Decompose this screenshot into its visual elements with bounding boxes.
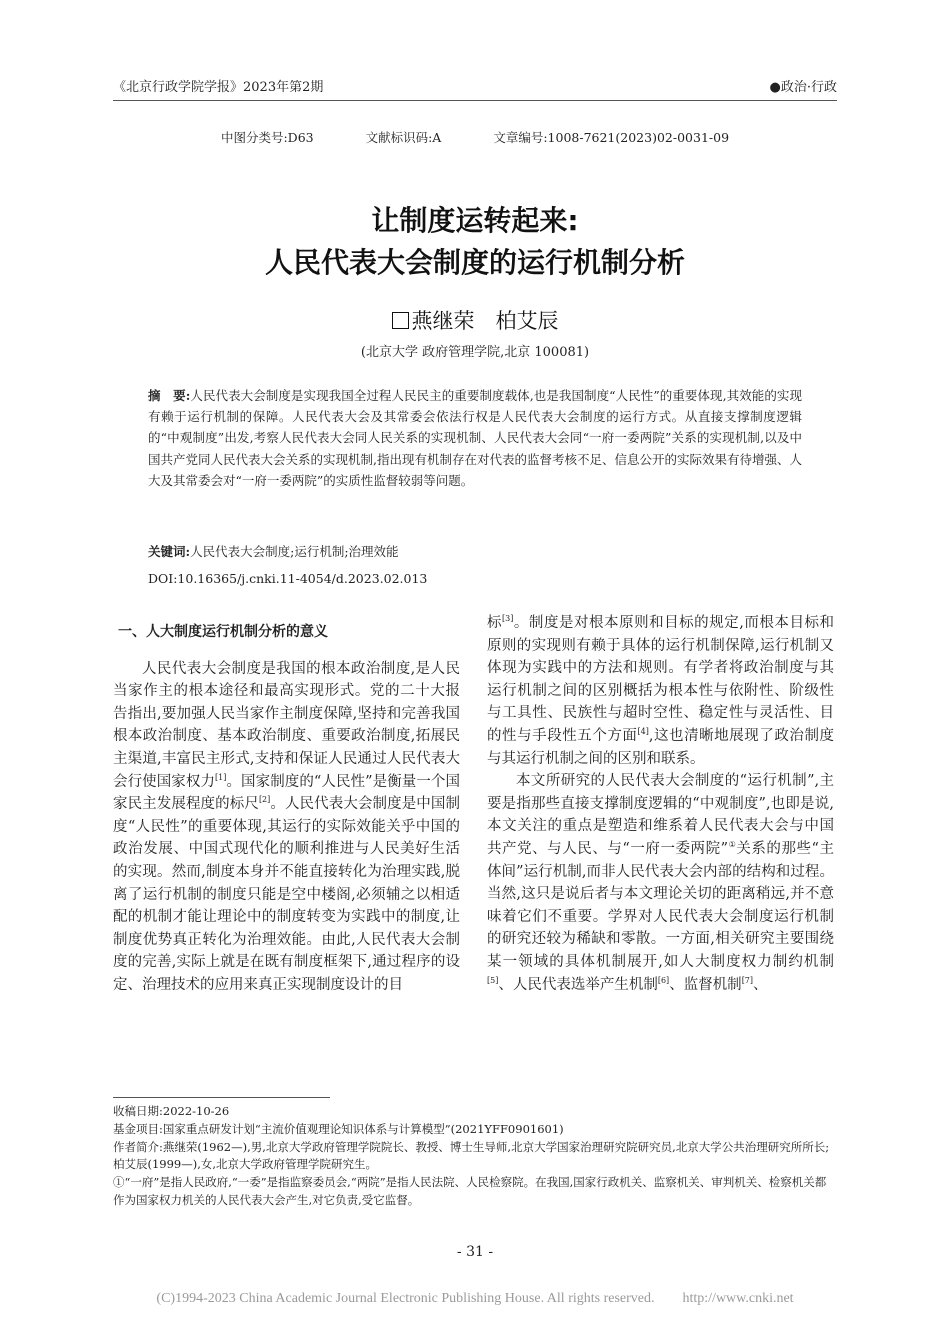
keywords-text: 人民代表大会制度;运行机制;治理效能	[190, 544, 399, 559]
clc-number: 中图分类号:D63	[220, 130, 314, 145]
author-names: 燕继荣 柏艾辰	[411, 309, 559, 333]
running-header-journal: 《北京行政学院学报》2023年第2期	[113, 80, 324, 95]
section-heading: 一、人大制度运行机制分析的意义	[118, 624, 328, 640]
received-date: 收稿日期:2022-10-26	[113, 1104, 230, 1118]
footnote-marker: ①	[728, 840, 737, 850]
author-bio: 作者简介:燕继荣(1962—),男,北京大学政府管理学院院长、教授、博士生导师,北京大学国家治理研究院研究员,北京大学公共治理研究所所长;柏艾辰(1999—),女,北京大学政府管理学院研究生。	[113, 1139, 830, 1172]
citation: [1]	[215, 772, 227, 782]
body-paragraph: 人民代表大会制度是我国的根本政治制度,是人民当家作主的根本途径和最高实现形式。党的二十大报告指出,要加强人民当家作主制度保障,坚持和完善我国根本政治制度、基本政治制度、重要政治制度,拓展民主渠道,丰富民主形式,支持和保证人民通过人民代表大会行使国家权力[1]。国家制度的“人民性”是衡量一个国家民主发展程度的标尺[2]。人民代表大会制度是中国制度“人民性”的重要体现,其运行的实际效能关乎中国的政治发展、中国式现代化的顺利推进与人民美好生活的实现。然而,制度本身并不能直接转化为治理实践,脱离了运行机制的制度只能是空中楼阁,必须辅之以相适配的机制才能让理论中的制度转变为实践中的制度,让制度优势真正转化为治理效能。由此,人民代表大会制度的完善,实际上就是在既有制度框架下,通过程序的设定、治理技术的应用来真正实现制度设计的目	[113, 660, 461, 993]
authors	[113, 305, 837, 335]
body-paragraph: 本文所研究的人民代表大会制度的“运行机制”,主要是指那些直接支撑制度逻辑的“中观制度”,也即是说,本文关注的重点是塑造和维系着人民代表大会与中国共产党、与人民、与“一府一委两院”①关系的那些“主体间”运行机制,而非人民代表大会内部的结构和过程。当然,这只是说后者与本文理论关切的距离稍远,并不意味着它们不重要。学界对人民代表大会制度运行机制的研究还较为稀缺和零散。一方面,相关研究主要围绕某一领域的具体机制展开,如人大制度权力制约机制[5]、人民代表选举产生机制[6]、监督机制[7]、	[487, 773, 834, 993]
abstract	[148, 385, 802, 491]
title-line-2: 人民代表大会制度的运行机制分析	[264, 246, 685, 279]
author-box-icon	[392, 312, 409, 329]
fund-info: 基金项目:国家重点研发计划“主流价值观理论知识体系与计算模型”(2021YFF0901601)	[113, 1121, 564, 1136]
affiliation: (北京大学 政府管理学院,北京 100081)	[360, 345, 590, 360]
footnotes	[113, 1103, 837, 1210]
doi: DOI:10.16365/j.cnki.11-4054/d.2023.02.013	[148, 571, 428, 586]
keywords-label: 关键词:	[148, 544, 191, 559]
citation: [7]	[741, 975, 754, 985]
header-rule	[113, 100, 837, 101]
body-column-left	[113, 612, 460, 997]
footnote-rule	[113, 1097, 330, 1098]
citation: [3]	[502, 614, 514, 624]
abstract-text: 人民代表大会制度是实现我国全过程人民民主的重要制度载体,也是我国制度“人民性”的重要体现,其效能的实现有赖于运行机制的保障。人民代表大会及其常委会依法行权是人民代表大会制度的运行方式。从直接支撑制度逻辑的“中观制度”出发,考察人民代表大会同人民关系的实现机制、人民代表大会同“一府一委两院”关系的实现机制,以及中国共产党同人民代表大会关系的实现机制,指出现有机制存在对代表的监督考核不足、信息公开的实际效果有待增强、人大及其常委会对“一府一委两院”的实质性监督较弱等问题。	[148, 388, 802, 488]
body-paragraph: 标[3]。制度是对根本原则和目标的规定,而根本目标和原则的实现则有赖于具体的运行机制保障,运行机制又体现为实践中的方法和规则。有学者将政治制度与其运行机制之间的区别概括为根本性与依附性、阶级性与工具性、民族性与超时空性、稳定性与灵活性、目的性与手段性五个方面[4],这也清晰地展现了政治制度与其运行机制之间的区别和联系。	[487, 614, 835, 767]
citation: [4]	[637, 727, 649, 737]
article-number: 文章编号:1008-7621(2023)02-0031-09	[493, 130, 730, 145]
article-meta	[113, 128, 837, 146]
citation: [6]	[657, 975, 670, 985]
title-line-1: 让制度运转起来:	[371, 204, 579, 237]
citation: [5]	[487, 975, 499, 985]
document-code: 文献标识码:A	[365, 130, 442, 145]
page-number: - 31 -	[456, 1244, 494, 1260]
copyright-line: (C)1994-2023 China Academic Journal Electronic Publishing House. All rights reserved. http://www.cnki.net	[156, 1291, 794, 1306]
footnote-1: ①“一府”是指人民政府,“一委”是指监察委员会,“两院”是指人民法院、人民检察院。在我国,国家行政机关、监察机关、审判机关、检察机关都作为国家权力机关的人民代表大会产生,对它负责,受它监督。	[113, 1175, 827, 1207]
citation: [2]	[258, 795, 271, 805]
running-header-section: ●政治·行政	[769, 80, 837, 95]
body-column-right	[487, 612, 834, 996]
keywords	[148, 542, 802, 560]
abstract-label: 摘 要:	[148, 388, 191, 403]
